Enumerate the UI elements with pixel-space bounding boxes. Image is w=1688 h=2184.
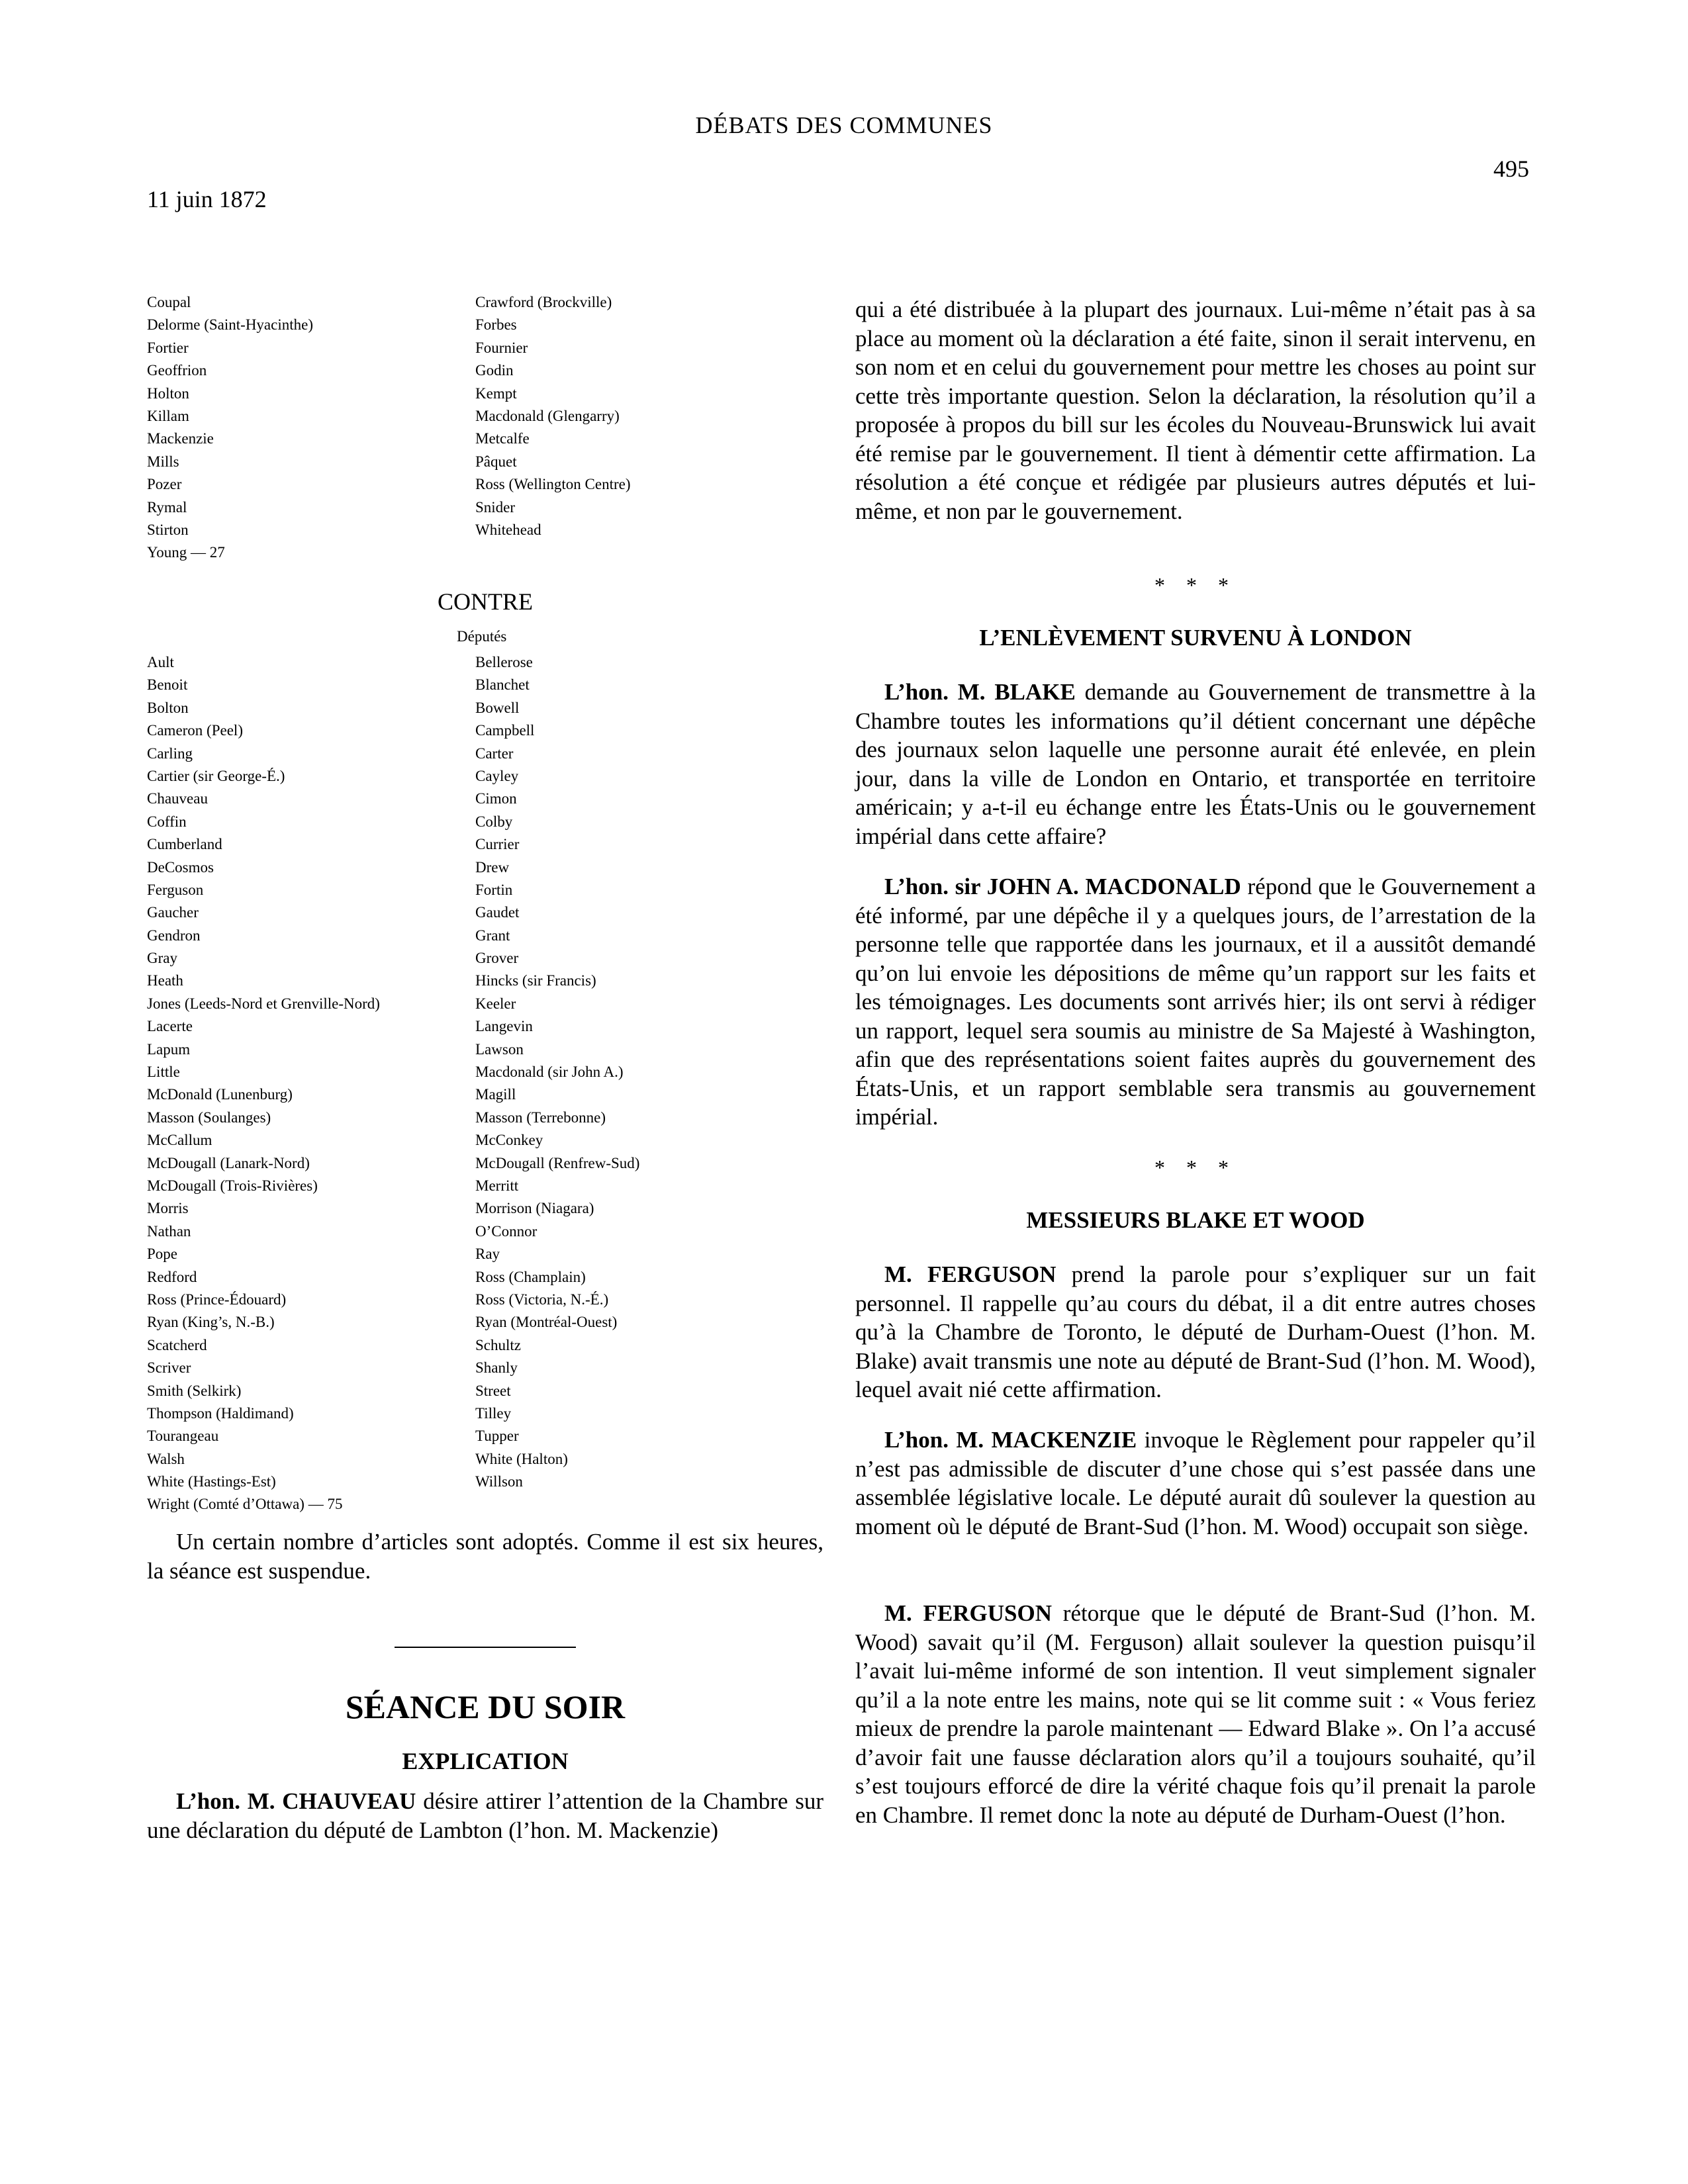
member-name: Fournier	[475, 339, 528, 356]
page-date: 11 juin 1872	[147, 186, 267, 212]
member-name: Ault	[147, 654, 174, 670]
member-name: Currier	[475, 836, 520, 853]
yeas-column-2	[475, 291, 806, 541]
speech-text: rétorque que le député de Brant-Sud (l’hon. M. Wood) savait qu’il (M. Ferguson) allait soulever la question puisqu’il l’avait lui-même informé de son intention. Il veut simplement signaler qu’il a la note entre les mains, note qui se lit comme suit : « Vous feriez mieux de prendre la parole maintenant — Edward Blake ». On l’a accusé d’avoir fait une fausse déclaration alors qu’il a toujours souhaité, qu’il s’est toujours efforcé de dire la vérité chaque fois qu’il prenait la parole en Chambre. Il remet donc la note au député de Durham-Ouest (l’hon.	[855, 1600, 1536, 1828]
blake-paragraph	[855, 678, 1536, 850]
member-name: Ross (Champlain)	[475, 1268, 586, 1285]
london-title: L’ENLÈVEMENT SURVENU À LONDON	[979, 625, 1412, 651]
page-number: 495	[1493, 156, 1529, 182]
member-name: Thompson (Haldimand)	[147, 1404, 294, 1422]
member-name: Ryan (Montréal-Ouest)	[475, 1314, 618, 1331]
member-name: Campbell	[475, 722, 535, 739]
member-name: Morrison (Niagara)	[475, 1200, 594, 1217]
member-name: Crawford (Brockville)	[475, 294, 612, 310]
member-name: Gaudet	[475, 904, 520, 921]
member-name: Pozer	[147, 476, 182, 493]
member-name: Redford	[147, 1268, 197, 1285]
member-name: Wright (Comté d’Ottawa) — 75	[147, 1496, 343, 1513]
member-name: Metcalfe	[475, 430, 530, 447]
member-name: Pâquet	[475, 453, 517, 470]
member-name: Hincks (sir Francis)	[475, 972, 596, 989]
member-name: Gaucher	[147, 904, 199, 921]
member-name: Stirton	[147, 521, 189, 538]
mackenzie-paragraph	[855, 1426, 1536, 1541]
member-name: Whitehead	[475, 521, 541, 538]
member-name: Grover	[475, 950, 519, 967]
explication-title: EXPLICATION	[402, 1748, 569, 1774]
member-name: Macdonald (Glengarry)	[475, 407, 620, 424]
member-name: McConkey	[475, 1132, 543, 1149]
member-name: Tilley	[475, 1404, 512, 1422]
member-name: Grant	[475, 927, 510, 944]
speaker-name: L’hon. sir JOHN A. MACDONALD	[884, 874, 1241, 899]
deputes-subheading: Députés	[457, 628, 507, 645]
member-name: McDonald (Lunenburg)	[147, 1086, 293, 1103]
member-name: Shanly	[475, 1359, 518, 1377]
member-name: Mills	[147, 453, 179, 470]
member-name: Carter	[475, 745, 514, 762]
member-name: Lawson	[475, 1040, 524, 1058]
member-name: Schultz	[475, 1336, 521, 1353]
member-name: Street	[475, 1382, 511, 1399]
member-name: Killam	[147, 407, 189, 424]
member-name: Ray	[475, 1246, 500, 1263]
contre-heading: CONTRE	[438, 588, 533, 615]
speaker-name: L’hon. M. MACKENZIE	[884, 1427, 1137, 1453]
member-name: Heath	[147, 972, 183, 989]
member-name: Holton	[147, 385, 189, 402]
member-name: Merritt	[475, 1177, 519, 1194]
member-name: White (Hastings-Est)	[147, 1473, 276, 1490]
speech-text: demande au Gouvernement de transmettre à la Chambre toutes les informations qu’il détient concernant une dépêche des journaux selon laquelle une personne aurait été enlevée, en plein jour, dans la ville de London en Ontario, et transportée en territoire américain; y a-t-il eu échange entre les États-Unis ou le gouvernement impérial dans cette affaire?	[855, 679, 1536, 849]
macdonald-paragraph	[855, 872, 1536, 1132]
member-name: Young — 27	[147, 544, 225, 561]
member-name: Morris	[147, 1200, 189, 1217]
ferguson-paragraph-2	[855, 1599, 1536, 1829]
evening-session-title: SÉANCE DU SOIR	[345, 1688, 626, 1725]
member-name: Ryan (King’s, N.-B.)	[147, 1314, 275, 1331]
member-name: Walsh	[147, 1450, 185, 1467]
member-name: Cayley	[475, 767, 519, 784]
member-name: Chauveau	[147, 790, 208, 807]
member-name: Macdonald (sir John A.)	[475, 1064, 624, 1081]
member-name: Masson (Terrebonne)	[475, 1109, 606, 1126]
member-name: Jones (Leeds-Nord et Grenville-Nord)	[147, 995, 380, 1012]
speaker-name: M. FERGUSON	[884, 1600, 1053, 1626]
section-divider	[395, 1647, 576, 1648]
nays-column-1	[147, 651, 465, 1516]
member-name: Ross (Wellington Centre)	[475, 476, 631, 493]
member-name: Langevin	[475, 1018, 533, 1035]
member-name: Magill	[475, 1086, 516, 1103]
member-name: Carling	[147, 745, 193, 762]
member-name: Delorme (Saint-Hyacinthe)	[147, 316, 313, 334]
member-name: Forbes	[475, 316, 517, 334]
speech-text: désire attirer l’attention de la Chambre sur une déclaration du député de Lambton (l’hon. M. Mackenzie)	[147, 1788, 823, 1843]
member-name: Little	[147, 1064, 180, 1081]
member-name: Tourangeau	[147, 1428, 219, 1445]
member-name: Masson (Soulanges)	[147, 1109, 271, 1126]
member-name: Cameron (Peel)	[147, 722, 243, 739]
member-name: Keeler	[475, 995, 516, 1012]
member-name: Drew	[475, 858, 510, 876]
member-name: Pope	[147, 1246, 177, 1263]
speaker-name: L’hon. M. CHAUVEAU	[176, 1788, 416, 1814]
member-name: McDougall (Renfrew-Sud)	[475, 1154, 640, 1171]
member-name: Scriver	[147, 1359, 191, 1377]
member-name: Gray	[147, 950, 177, 967]
member-name: Ferguson	[147, 881, 204, 898]
member-name: Mackenzie	[147, 430, 214, 447]
member-name: Willson	[475, 1473, 523, 1490]
member-name: Ross (Victoria, N.-É.)	[475, 1291, 609, 1308]
member-name: McDougall (Trois-Rivières)	[147, 1177, 318, 1194]
nays-column-2	[475, 651, 806, 1493]
separator-stars: * * *	[1154, 573, 1237, 597]
member-name: Rymal	[147, 498, 187, 516]
member-name: Godin	[475, 362, 514, 379]
member-name: Bolton	[147, 699, 189, 716]
member-name: Nathan	[147, 1222, 191, 1240]
member-name: McDougall (Lanark-Nord)	[147, 1154, 310, 1171]
member-name: Kempt	[475, 385, 517, 402]
ferguson-paragraph-1	[855, 1260, 1536, 1404]
member-name: DeCosmos	[147, 858, 214, 876]
member-name: Lapum	[147, 1040, 191, 1058]
member-name: Bellerose	[475, 654, 533, 670]
member-name: Fortier	[147, 339, 189, 356]
speech-text: invoque le Règlement pour rappeler qu’il n’est pas admissible de discuter d’une chose qui s’est passée dans une assemblée législative locale. Le député aurait dû soulever la question au moment où le député de Brant-Sud (l’hon. M. Wood) occupait son siège.	[855, 1427, 1536, 1539]
member-name: Blanchet	[475, 676, 530, 694]
member-name: McCallum	[147, 1132, 212, 1149]
member-name: Coffin	[147, 813, 187, 830]
member-name: Cimon	[475, 790, 517, 807]
member-name: Scatcherd	[147, 1336, 207, 1353]
speech-text: prend la parole pour s’expliquer sur un fait personnel. Il rappelle qu’au cours du débat, il a dit entre autres choses qu’à la Chambre de Toronto, le député de Durham-Ouest (l’hon. M. Blake) avait transmis une note au député de Brant-Sud (l’hon. M. Wood), lequel avait nié cette affirmation.	[855, 1261, 1536, 1402]
member-name: Bowell	[475, 699, 520, 716]
speaker-name: M. FERGUSON	[884, 1261, 1056, 1287]
member-name: O’Connor	[475, 1222, 538, 1240]
member-name: Geoffrion	[147, 362, 207, 379]
member-name: Coupal	[147, 294, 191, 310]
adopted-paragraph: Un certain nombre d’articles sont adoptés. Comme il est six heures, la séance est suspendue.	[147, 1529, 823, 1584]
running-header: DÉBATS DES COMMUNES	[695, 112, 993, 138]
speaker-name: L’hon. M. BLAKE	[884, 679, 1076, 705]
member-name: Colby	[475, 813, 513, 830]
speech-text: répond que le Gouvernement a été informé, par une dépêche il y a quelques jours, de l’arrestation de la personne telle que rapportée dans les journaux, et il a aussitôt demandé qu’on lui envoie les dépositions de même qu’un rapport sur les faits et les témoignages. Les documents sont arrivés hier; ils ont servi à rédiger un rapport, lequel sera soumis au ministre de Sa Majesté à Washington, afin que des représentations soient faites auprès du gouvernement des États-Unis, et un rapport semblable sera transmis au gouvernement impérial.	[855, 874, 1536, 1130]
member-name: Cumberland	[147, 836, 222, 853]
member-name: Benoit	[147, 676, 188, 694]
member-name: Gendron	[147, 927, 201, 944]
member-name: Lacerte	[147, 1018, 193, 1035]
member-name: Snider	[475, 498, 516, 516]
member-name: Fortin	[475, 881, 513, 898]
chauveau-paragraph	[147, 1787, 823, 1844]
yeas-column-1	[147, 291, 465, 565]
member-name: Smith (Selkirk)	[147, 1382, 242, 1399]
member-name: Tupper	[475, 1428, 519, 1445]
member-name: Cartier (sir George-É.)	[147, 767, 285, 784]
blake-wood-title: MESSIEURS BLAKE ET WOOD	[1026, 1207, 1365, 1233]
continuation-paragraph: qui a été distribuée à la plupart des journaux. Lui-même n’était pas à sa place au moment où la déclaration a été faite, sinon il serait intervenu, en son nom et en celui du gouvernement pour mettre les choses au point sur cette très importante question. Selon la déclaration, la résolution qu’il a proposée à propos du bill sur les écoles du Nouveau-Brunswick lui avait été remise par le gouvernement. Il tient à démentir cette affirmation. La résolution a été conçue et rédigée par plusieurs autres députés et lui-même, et non par le gouvernement.	[855, 296, 1536, 524]
member-name: White (Halton)	[475, 1450, 568, 1467]
member-name: Ross (Prince-Édouard)	[147, 1291, 287, 1308]
separator-stars: * * *	[1154, 1156, 1237, 1179]
